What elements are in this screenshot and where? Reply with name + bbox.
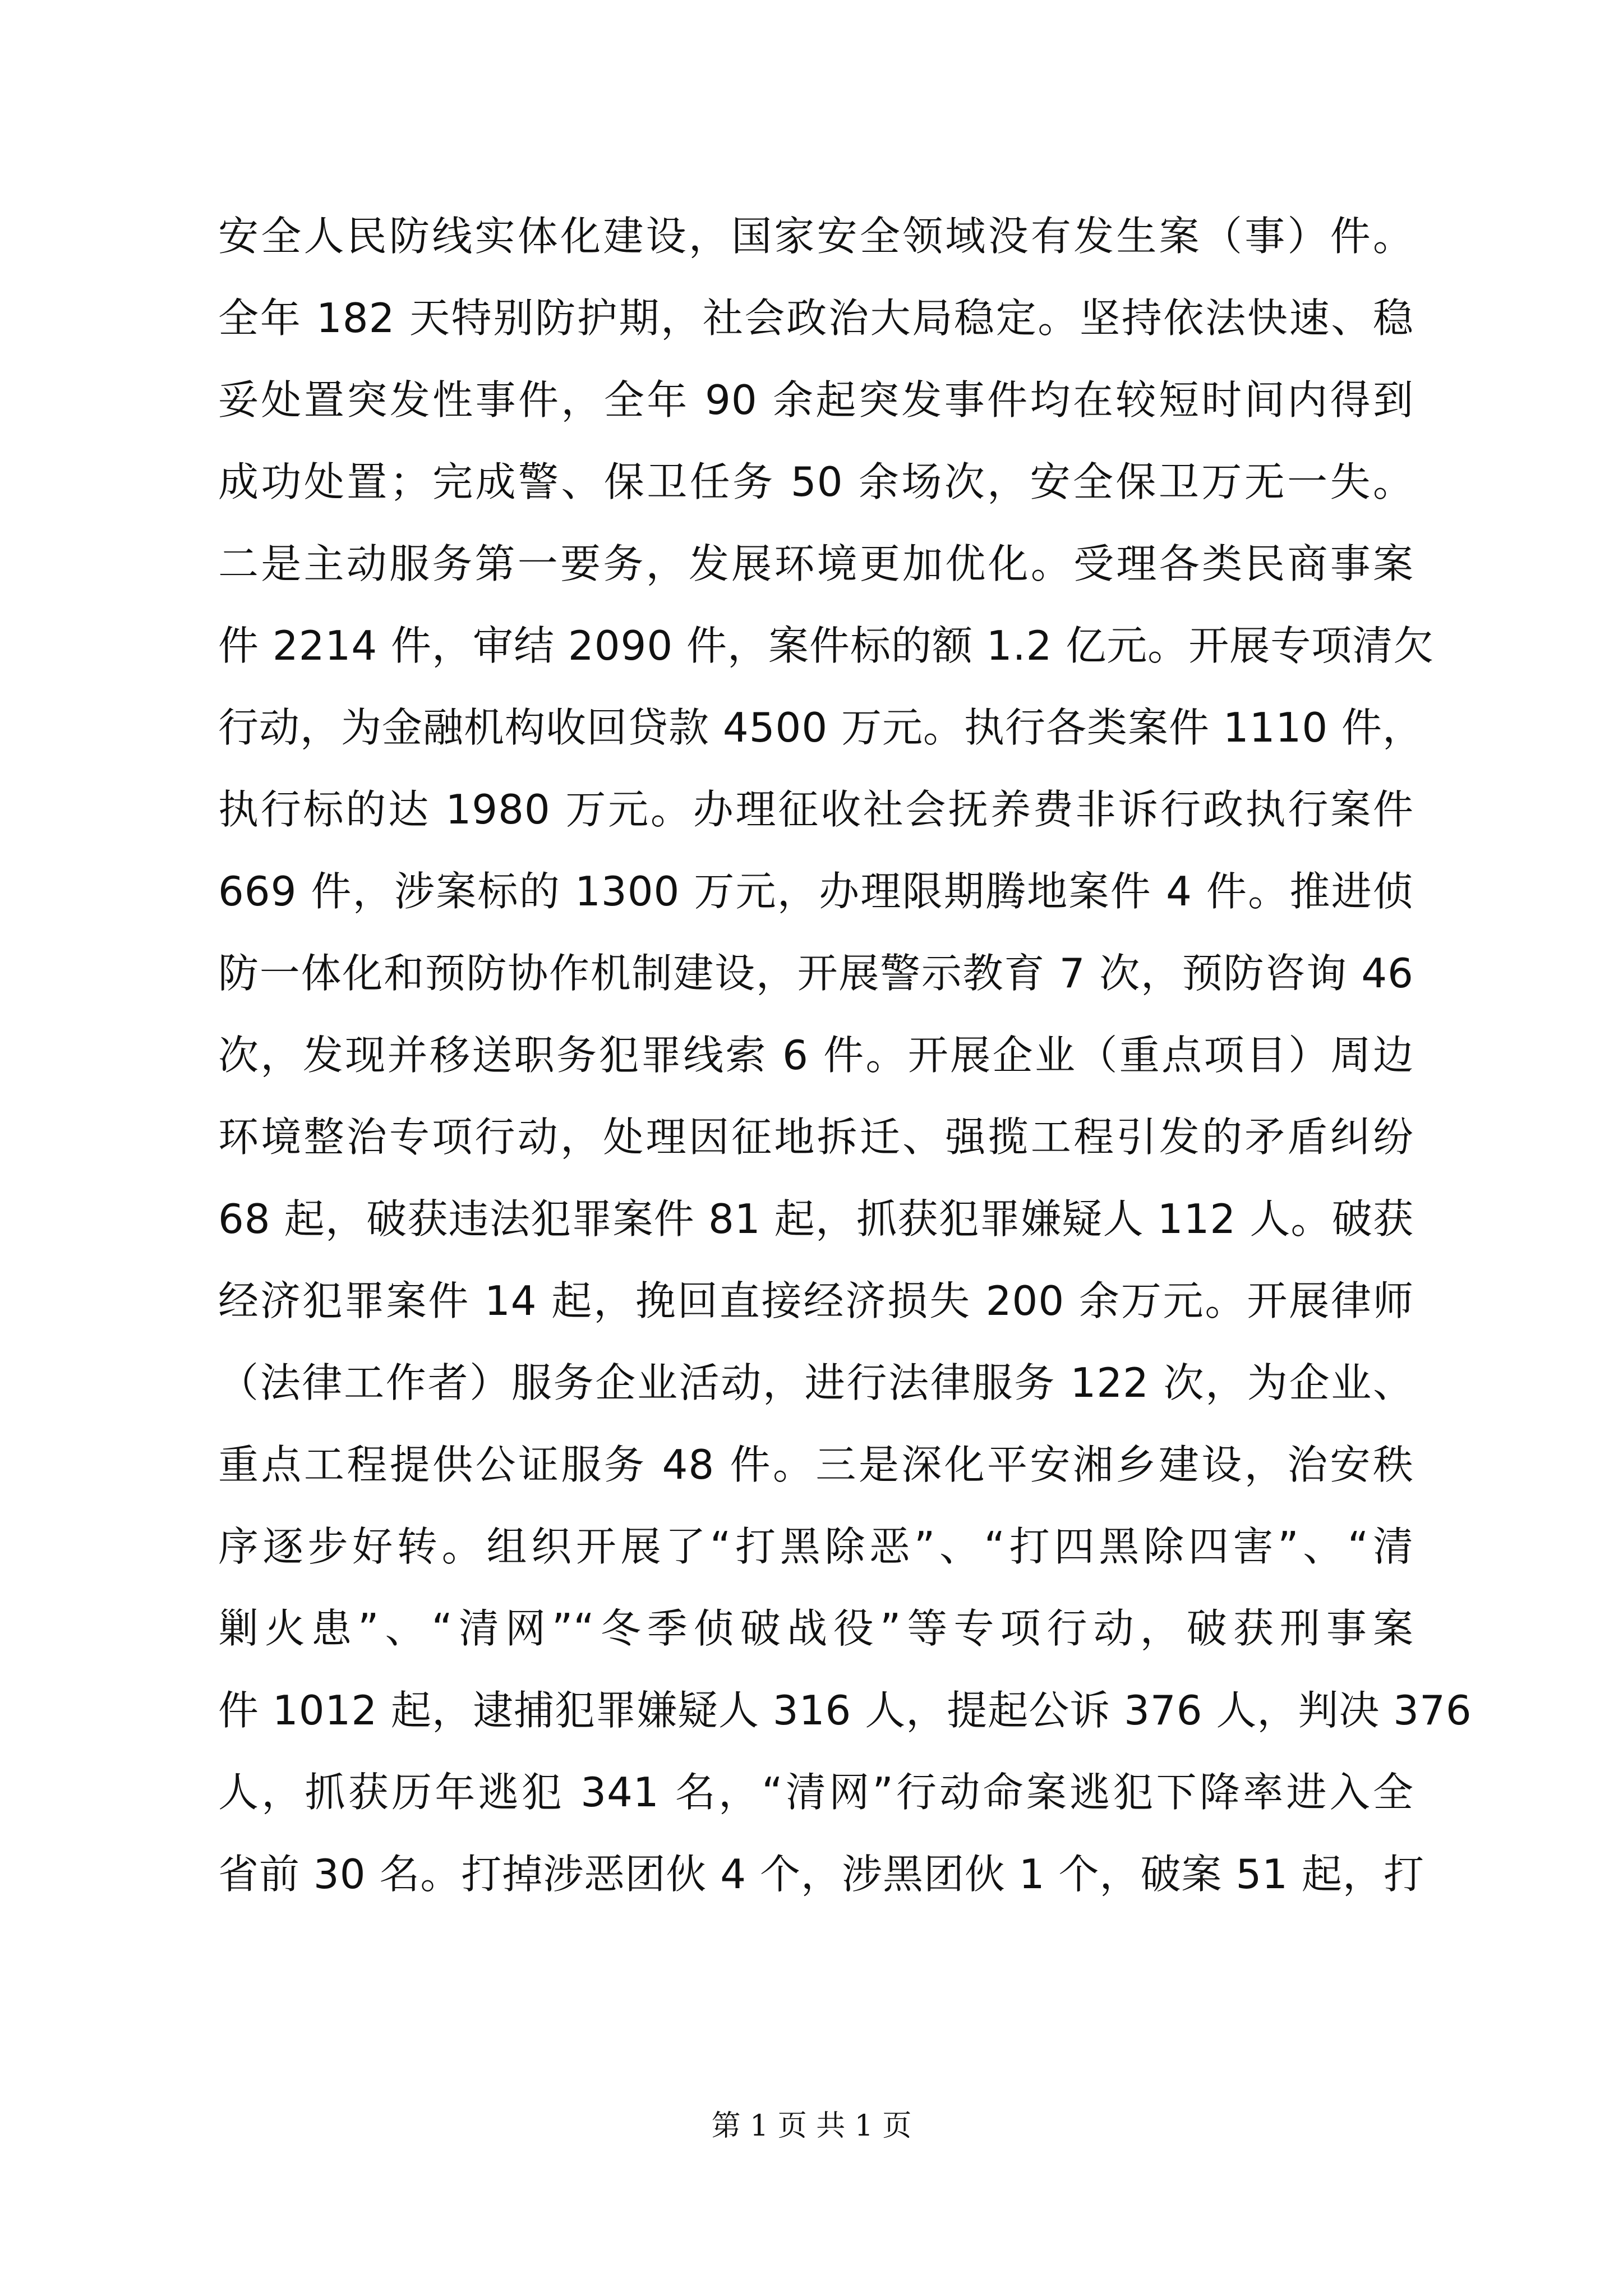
text-line: 件 1012 起，逮捕犯罪嫌疑人 316 人，提起公诉 376 人，判决 376 [218, 1687, 1472, 1734]
document-body [218, 195, 1472, 1915]
text-line: 669 件，涉案标的 1300 万元，办理限期腾地案件 4 件。推进侦 [218, 868, 1414, 915]
text-line: 次，发现并移送职务犯罪线索 6 件。开展企业（重点项目）周边 [218, 1032, 1414, 1079]
text-line: 省前 30 名。打掉涉恶团伙 4 个，涉黑团伙 1 个，破案 51 起，打 [218, 1851, 1424, 1898]
text-line: 成功处置；完成警、保卫任务 50 余场次，安全保卫万无一失。 [218, 458, 1414, 505]
text-line: 全年 182 天特别防护期，社会政治大局稳定。坚持依法快速、稳 [218, 295, 1414, 342]
page-number-footer: 第 1 页 共 1 页 [711, 2109, 912, 2143]
text-line: 人，抓获历年逃犯 341 名，“清网”行动命案逃犯下降率进入全 [218, 1769, 1414, 1816]
text-line: 重点工程提供公证服务 48 件。三是深化平安湘乡建设，治安秩 [218, 1441, 1414, 1488]
text-line: （法律工作者）服务企业活动，进行法律服务 122 次，为企业、 [218, 1359, 1414, 1406]
text-line: 妥处置突发性事件，全年 90 余起突发事件均在较短时间内得到 [218, 376, 1414, 424]
text-line: 剿火患”、“清网”“冬季侦破战役”等专项行动，破获刑事案 [218, 1605, 1414, 1652]
text-line: 68 起，破获违法犯罪案件 81 起，抓获犯罪嫌疑人 112 人。破获 [218, 1195, 1414, 1243]
text-line: 经济犯罪案件 14 起，挽回直接经济损失 200 余万元。开展律师 [218, 1277, 1414, 1324]
text-line: 行动，为金融机构收回贷款 4500 万元。执行各类案件 1110 件， [218, 704, 1424, 751]
text-line: 安全人民防线实体化建设，国家安全领域没有发生案（事）件。 [218, 213, 1414, 260]
text-line: 执行标的达 1980 万元。办理征收社会抚养费非诉行政执行案件 [218, 786, 1414, 833]
text-line: 序逐步好转。组织开展了“打黑除恶”、“打四黑除四害”、“清 [218, 1523, 1414, 1570]
text-line: 二是主动服务第一要务，发展环境更加优化。受理各类民商事案 [218, 540, 1414, 587]
text-line: 件 2214 件，审结 2090 件，案件标的额 1.2 亿元。开展专项清欠 [218, 622, 1435, 669]
text-line: 防一体化和预防协作机制建设，开展警示教育 7 次，预防咨询 46 [218, 950, 1414, 997]
text-line: 环境整治专项行动，处理因征地拆迁、强揽工程引发的矛盾纠纷 [218, 1114, 1414, 1161]
